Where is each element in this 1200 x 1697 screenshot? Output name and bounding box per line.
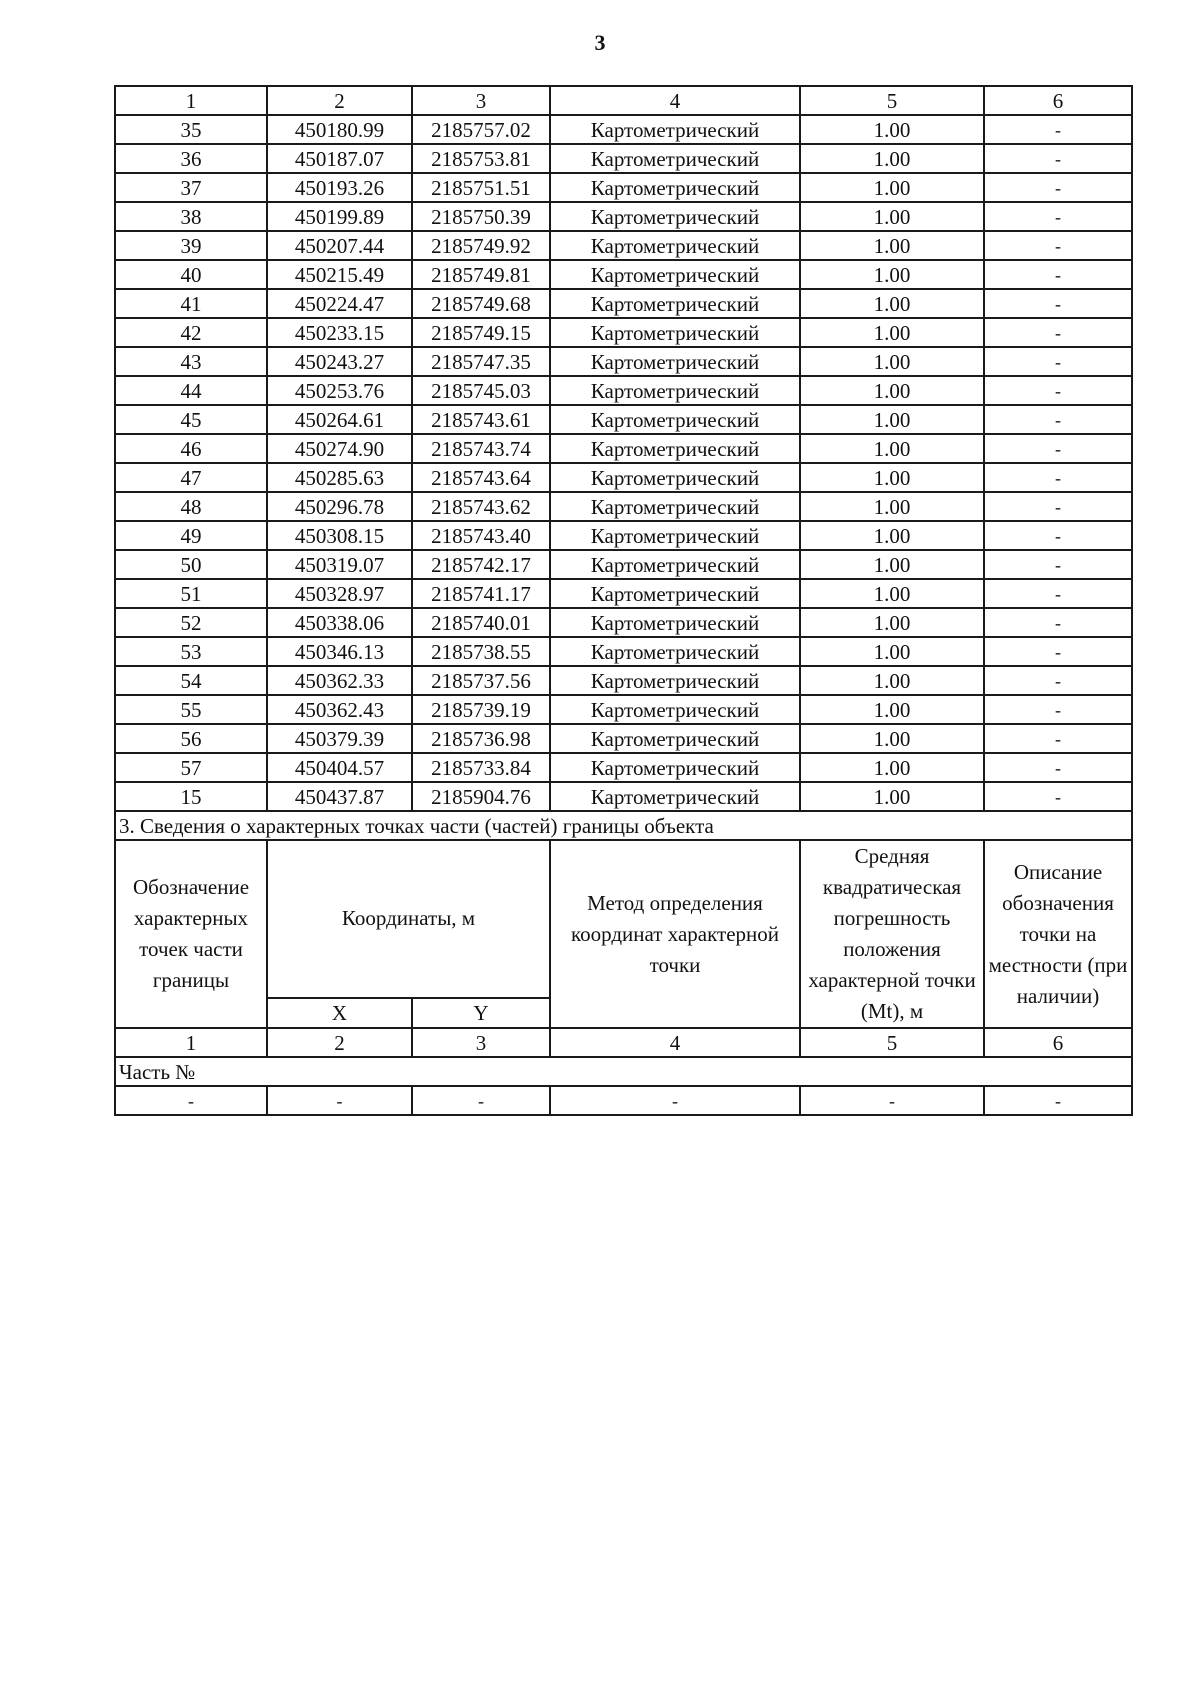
table-row [115, 144, 1132, 173]
point-number-cell: 37 [115, 173, 267, 202]
y-coordinate-cell: 2185743.61 [412, 405, 550, 434]
description-cell: - [984, 550, 1132, 579]
x-coordinate-cell: 450193.26 [267, 173, 412, 202]
y-coordinate-cell: 2185739.19 [412, 695, 550, 724]
mean-error-cell: 1.00 [800, 492, 984, 521]
x-header: X [267, 998, 412, 1028]
section-title: 3. Сведения о характерных точках части (частей) границы объекта [115, 811, 1132, 840]
column-number: 5 [800, 1028, 984, 1057]
method-cell: Картометрический [550, 724, 800, 753]
y-header: Y [412, 998, 550, 1028]
method-cell: Картометрический [550, 492, 800, 521]
description-cell: - [984, 434, 1132, 463]
method-cell: Картометрический [550, 318, 800, 347]
x-coordinate-cell: 450362.43 [267, 695, 412, 724]
method-cell: Картометрический [550, 666, 800, 695]
point-number-cell: 46 [115, 434, 267, 463]
description-header: Описание обозначения точки на местности (при наличии) [984, 840, 1132, 1028]
point-number-cell: 50 [115, 550, 267, 579]
mean-error-cell: 1.00 [800, 434, 984, 463]
method-cell: Картометрический [550, 405, 800, 434]
table-row [115, 289, 1132, 318]
table-row [115, 318, 1132, 347]
x-coordinate-cell: 450180.99 [267, 115, 412, 144]
mean-error-cell: 1.00 [800, 405, 984, 434]
description-cell: - [984, 666, 1132, 695]
mean-error-cell: 1.00 [800, 376, 984, 405]
mean-error-cell: 1.00 [800, 289, 984, 318]
table-row [115, 463, 1132, 492]
y-coordinate-cell: 2185753.81 [412, 144, 550, 173]
method-cell: Картометрический [550, 550, 800, 579]
method-cell: Картометрический [550, 579, 800, 608]
table-row [115, 202, 1132, 231]
y-coordinate-cell: 2185749.81 [412, 260, 550, 289]
column-number-row [115, 86, 1132, 115]
y-coordinate-cell: 2185743.74 [412, 434, 550, 463]
x-coordinate-cell: 450207.44 [267, 231, 412, 260]
x-coordinate-cell: 450437.87 [267, 782, 412, 811]
y-coordinate-cell: 2185749.68 [412, 289, 550, 318]
empty-cell: - [267, 1086, 412, 1115]
point-number-cell: 45 [115, 405, 267, 434]
point-number-cell: 53 [115, 637, 267, 666]
page-number: 3 [594, 30, 606, 55]
mean-error-cell: 1.00 [800, 173, 984, 202]
mean-error-cell: 1.00 [800, 347, 984, 376]
table-row [115, 347, 1132, 376]
point-number-cell: 36 [115, 144, 267, 173]
method-cell: Картометрический [550, 144, 800, 173]
y-coordinate-cell: 2185751.51 [412, 173, 550, 202]
coordinates-header: Координаты, м [267, 840, 550, 998]
column-number: 3 [412, 86, 550, 115]
y-coordinate-cell: 2185750.39 [412, 202, 550, 231]
point-number-cell: 41 [115, 289, 267, 318]
table-row [115, 521, 1132, 550]
y-coordinate-cell: 2185741.17 [412, 579, 550, 608]
mean-error-cell: 1.00 [800, 521, 984, 550]
description-cell: - [984, 202, 1132, 231]
point-number-cell: 51 [115, 579, 267, 608]
y-coordinate-cell: 2185733.84 [412, 753, 550, 782]
x-coordinate-cell: 450233.15 [267, 318, 412, 347]
point-number-cell: 43 [115, 347, 267, 376]
x-coordinate-cell: 450346.13 [267, 637, 412, 666]
y-coordinate-cell: 2185738.55 [412, 637, 550, 666]
x-coordinate-cell: 450215.49 [267, 260, 412, 289]
empty-cell: - [412, 1086, 550, 1115]
part-label: Часть № [115, 1057, 1132, 1086]
mean-error-cell: 1.00 [800, 115, 984, 144]
description-cell: - [984, 782, 1132, 811]
x-coordinate-cell: 450338.06 [267, 608, 412, 637]
table-row [115, 695, 1132, 724]
table-row [115, 173, 1132, 202]
x-coordinate-cell: 450187.07 [267, 144, 412, 173]
description-cell: - [984, 289, 1132, 318]
description-cell: - [984, 695, 1132, 724]
y-coordinate-cell: 2185757.02 [412, 115, 550, 144]
point-number-cell: 54 [115, 666, 267, 695]
table-row [115, 260, 1132, 289]
x-coordinate-cell: 450296.78 [267, 492, 412, 521]
point-number-cell: 55 [115, 695, 267, 724]
table-row [115, 608, 1132, 637]
description-cell: - [984, 144, 1132, 173]
description-cell: - [984, 318, 1132, 347]
description-cell: - [984, 231, 1132, 260]
method-cell: Картометрический [550, 753, 800, 782]
table-row [115, 753, 1132, 782]
method-header: Метод определения координат характерной точки [550, 840, 800, 1028]
point-number-cell: 49 [115, 521, 267, 550]
description-cell: - [984, 115, 1132, 144]
mean-error-cell: 1.00 [800, 782, 984, 811]
x-coordinate-cell: 450379.39 [267, 724, 412, 753]
table-row [115, 405, 1132, 434]
coordinates-table [114, 85, 1133, 1116]
point-number-cell: 48 [115, 492, 267, 521]
column-number: 1 [115, 1028, 267, 1057]
description-cell: - [984, 405, 1132, 434]
y-coordinate-cell: 2185745.03 [412, 376, 550, 405]
point-number-cell: 56 [115, 724, 267, 753]
column-number: 1 [115, 86, 267, 115]
column-number: 2 [267, 1028, 412, 1057]
table-row [115, 434, 1132, 463]
empty-cell: - [800, 1086, 984, 1115]
table-row [115, 376, 1132, 405]
point-number-cell: 38 [115, 202, 267, 231]
mean-error-cell: 1.00 [800, 637, 984, 666]
description-cell: - [984, 260, 1132, 289]
column-number: 3 [412, 1028, 550, 1057]
point-number-cell: 44 [115, 376, 267, 405]
x-coordinate-cell: 450224.47 [267, 289, 412, 318]
section-column-number-row [115, 1028, 1132, 1057]
column-number: 4 [550, 86, 800, 115]
mean-error-cell: 1.00 [800, 202, 984, 231]
mean-error-cell: 1.00 [800, 231, 984, 260]
x-coordinate-cell: 450308.15 [267, 521, 412, 550]
method-cell: Картометрический [550, 202, 800, 231]
point-designation-header: Обозначение характерных точек части границы [115, 840, 267, 1028]
y-coordinate-cell: 2185904.76 [412, 782, 550, 811]
y-coordinate-cell: 2185743.40 [412, 521, 550, 550]
x-coordinate-cell: 450199.89 [267, 202, 412, 231]
table-row [115, 231, 1132, 260]
description-cell: - [984, 608, 1132, 637]
mean-error-cell: 1.00 [800, 579, 984, 608]
section-title-row [115, 811, 1132, 840]
table-row [115, 115, 1132, 144]
method-cell: Картометрический [550, 608, 800, 637]
description-cell: - [984, 521, 1132, 550]
x-coordinate-cell: 450264.61 [267, 405, 412, 434]
mean-error-cell: 1.00 [800, 666, 984, 695]
y-coordinate-cell: 2185740.01 [412, 608, 550, 637]
column-number: 2 [267, 86, 412, 115]
x-coordinate-cell: 450328.97 [267, 579, 412, 608]
description-cell: - [984, 724, 1132, 753]
y-coordinate-cell: 2185737.56 [412, 666, 550, 695]
x-coordinate-cell: 450404.57 [267, 753, 412, 782]
description-cell: - [984, 347, 1132, 376]
method-cell: Картометрический [550, 521, 800, 550]
table-row [115, 579, 1132, 608]
y-coordinate-cell: 2185749.15 [412, 318, 550, 347]
mean-error-cell: 1.00 [800, 144, 984, 173]
description-cell: - [984, 579, 1132, 608]
method-cell: Картометрический [550, 173, 800, 202]
mean-error-cell: 1.00 [800, 550, 984, 579]
description-cell: - [984, 376, 1132, 405]
table-row [115, 666, 1132, 695]
y-coordinate-cell: 2185736.98 [412, 724, 550, 753]
description-cell: - [984, 753, 1132, 782]
y-coordinate-cell: 2185743.64 [412, 463, 550, 492]
y-coordinate-cell: 2185747.35 [412, 347, 550, 376]
y-coordinate-cell: 2185743.62 [412, 492, 550, 521]
mean-error-cell: 1.00 [800, 318, 984, 347]
description-cell: - [984, 637, 1132, 666]
method-cell: Картометрический [550, 782, 800, 811]
mean-error-cell: 1.00 [800, 724, 984, 753]
empty-row [115, 1086, 1132, 1115]
table-row [115, 724, 1132, 753]
mean-error-cell: 1.00 [800, 260, 984, 289]
column-number: 6 [984, 86, 1132, 115]
method-cell: Картометрический [550, 695, 800, 724]
empty-cell: - [550, 1086, 800, 1115]
x-coordinate-cell: 450274.90 [267, 434, 412, 463]
mean-error-cell: 1.00 [800, 608, 984, 637]
mean-error-cell: 1.00 [800, 695, 984, 724]
column-number: 6 [984, 1028, 1132, 1057]
x-coordinate-cell: 450253.76 [267, 376, 412, 405]
mean-error-cell: 1.00 [800, 753, 984, 782]
empty-cell: - [984, 1086, 1132, 1115]
y-coordinate-cell: 2185749.92 [412, 231, 550, 260]
x-coordinate-cell: 450362.33 [267, 666, 412, 695]
empty-cell: - [115, 1086, 267, 1115]
description-cell: - [984, 173, 1132, 202]
point-number-cell: 52 [115, 608, 267, 637]
part-row [115, 1057, 1132, 1086]
point-number-cell: 57 [115, 753, 267, 782]
method-cell: Картометрический [550, 260, 800, 289]
table-row [115, 550, 1132, 579]
point-number-cell: 15 [115, 782, 267, 811]
method-cell: Картометрический [550, 231, 800, 260]
y-coordinate-cell: 2185742.17 [412, 550, 550, 579]
mean-error-cell: 1.00 [800, 463, 984, 492]
method-cell: Картометрический [550, 637, 800, 666]
table-row [115, 782, 1132, 811]
table-row [115, 637, 1132, 666]
description-cell: - [984, 492, 1132, 521]
x-coordinate-cell: 450243.27 [267, 347, 412, 376]
method-cell: Картометрический [550, 434, 800, 463]
method-cell: Картометрический [550, 376, 800, 405]
point-number-cell: 40 [115, 260, 267, 289]
method-cell: Картометрический [550, 347, 800, 376]
point-number-cell: 42 [115, 318, 267, 347]
error-header: Средняя квадратическая погрешность положения характерной точки (Mt), м [800, 840, 984, 1028]
column-number: 4 [550, 1028, 800, 1057]
section-header-row [115, 840, 1132, 998]
description-cell: - [984, 463, 1132, 492]
column-number: 5 [800, 86, 984, 115]
method-cell: Картометрический [550, 463, 800, 492]
method-cell: Картометрический [550, 289, 800, 318]
point-number-cell: 47 [115, 463, 267, 492]
point-number-cell: 39 [115, 231, 267, 260]
x-coordinate-cell: 450319.07 [267, 550, 412, 579]
point-number-cell: 35 [115, 115, 267, 144]
method-cell: Картометрический [550, 115, 800, 144]
x-coordinate-cell: 450285.63 [267, 463, 412, 492]
table-row [115, 492, 1132, 521]
